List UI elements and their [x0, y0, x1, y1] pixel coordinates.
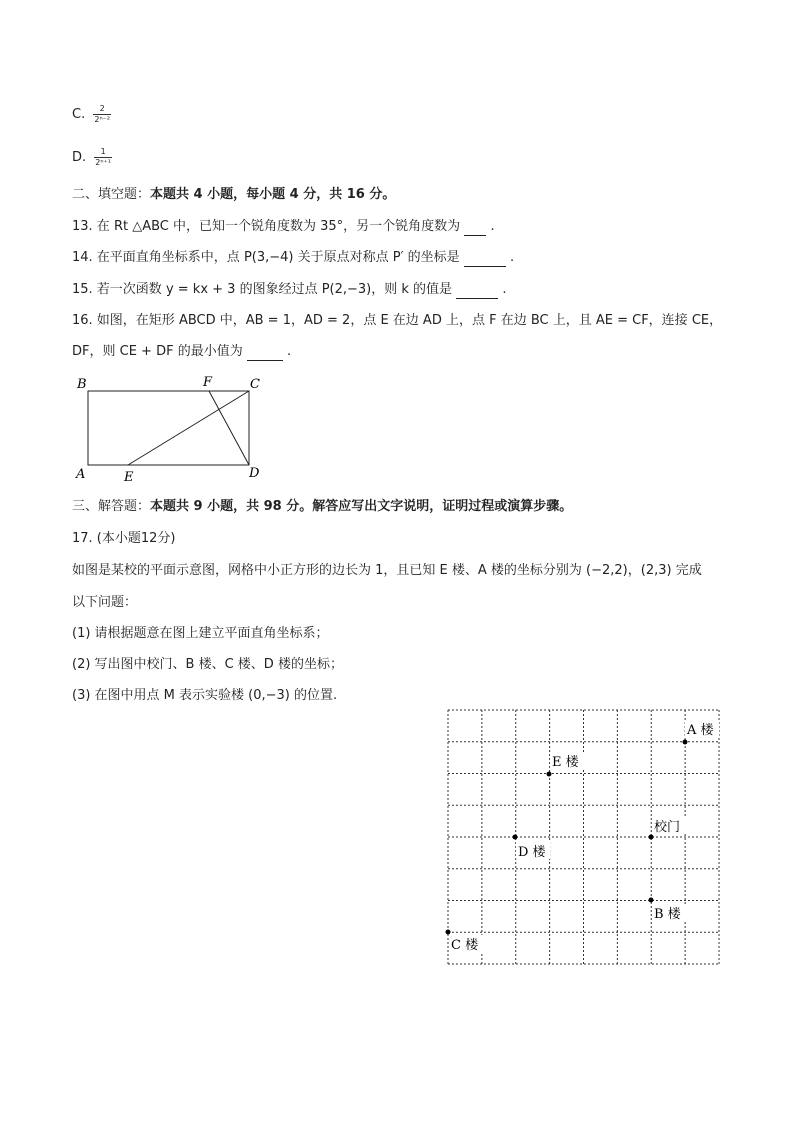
question-13: [72, 218, 495, 236]
option-c-denominator: 2ⁿ⁻²: [94, 115, 111, 124]
question-14: [72, 249, 514, 267]
e-building-point: [547, 772, 552, 777]
question-15: [72, 281, 506, 299]
question-16-line-2: [72, 343, 291, 361]
option-c-numerator: 2: [99, 104, 105, 113]
question-14-end: .: [509, 250, 515, 265]
question-13-answer-blank[interactable]: [464, 221, 486, 236]
question-14-answer-blank[interactable]: [464, 252, 506, 267]
vertex-b-label: B: [77, 377, 87, 392]
section-2-heading: [72, 186, 395, 204]
option-c-label: C.: [72, 107, 86, 122]
question-17-line-1: 如图是某校的平面示意图，网格中小正方形的边长为 1，且已知 E 楼、A 楼的坐标分别为 (−2,2)，(2,3) 完成: [72, 563, 702, 578]
d-building-point: [513, 835, 518, 840]
a-building-label: A 楼: [687, 723, 714, 738]
option-d-label: D.: [72, 150, 87, 165]
segment-ce: [128, 391, 249, 465]
question-17-part-3: (3) 在图中用点 M 表示实验楼 (0,−3) 的位置.: [72, 688, 338, 703]
question-16-text: DF，则 CE + DF 的最小值为: [72, 344, 243, 359]
vertex-c-label: C: [250, 377, 260, 392]
school-gate-label: 校门: [654, 820, 681, 835]
question-13-end: .: [490, 219, 495, 234]
point-f-label: F: [203, 375, 213, 390]
rectangle-abcd: [88, 391, 249, 465]
question-14-text: 14. 在平面直角坐标系中，点 P(3,−4) 关于原点对称点 P′ 的坐标是: [72, 250, 460, 265]
option-c: [72, 104, 111, 125]
vertex-d-label: D: [249, 466, 260, 481]
school-gate-point: [649, 835, 654, 840]
campus-grid-figure: [440, 705, 730, 973]
question-16-answer-blank[interactable]: [247, 346, 283, 361]
segment-df: [209, 391, 249, 465]
d-building-label: D 楼: [518, 845, 546, 860]
c-building-label: C 楼: [451, 938, 479, 953]
question-15-text: 15. 若一次函数 y = kx + 3 的图象经过点 P(2,−3)，则 k 的值是: [72, 282, 453, 297]
question-16-line-1: 16. 如图，在矩形 ABCD 中，AB = 1，AD = 2，点 E 在边 AD 上，点 F 在边 BC 上，且 AE = CF，连接 CE，: [72, 313, 723, 328]
question-17-part-2: (2) 写出图中校门、B 楼、C 楼、D 楼的坐标；: [72, 657, 343, 672]
b-building-point: [649, 898, 654, 903]
c-building-point: [446, 930, 451, 935]
question-15-answer-blank[interactable]: [456, 284, 498, 299]
option-d-numerator: 1: [100, 147, 106, 156]
section-3-description: 本题共 9 小题，共 98 分。解答应写出文字说明，证明过程或演算步骤。: [150, 499, 573, 514]
a-building-point: [683, 740, 688, 745]
dashed-grid: [448, 710, 719, 964]
question-17-part-1: (1) 请根据题意在图上建立平面直角坐标系；: [72, 626, 329, 641]
section-2-number: 二、填空题：: [72, 187, 151, 202]
b-building-label: B 楼: [654, 907, 681, 922]
question-17-line-2: 以下问题：: [72, 595, 138, 610]
vertex-a-label: A: [76, 467, 86, 482]
option-d-denominator: 2ⁿ⁺¹: [95, 158, 112, 167]
question-13-text: 13. 在 Rt △ABC 中，已知一个锐角度数为 35°，另一个锐角度数为: [72, 219, 461, 234]
section-2-description: 本题共 4 小题，每小题 4 分，共 16 分。: [150, 187, 396, 202]
section-3-heading: [72, 498, 572, 516]
section-3-number: 三、解答题：: [72, 499, 151, 514]
question-16-end: .: [286, 344, 292, 359]
option-d-fraction: [94, 147, 112, 168]
question-17-title: 17. (本小题12分): [72, 531, 176, 546]
e-building-label: E 楼: [552, 755, 579, 770]
option-d: [72, 147, 112, 168]
point-e-label: E: [124, 470, 134, 485]
option-c-fraction: [93, 104, 111, 125]
question-15-end: .: [502, 282, 507, 297]
rectangle-figure: [70, 370, 270, 485]
